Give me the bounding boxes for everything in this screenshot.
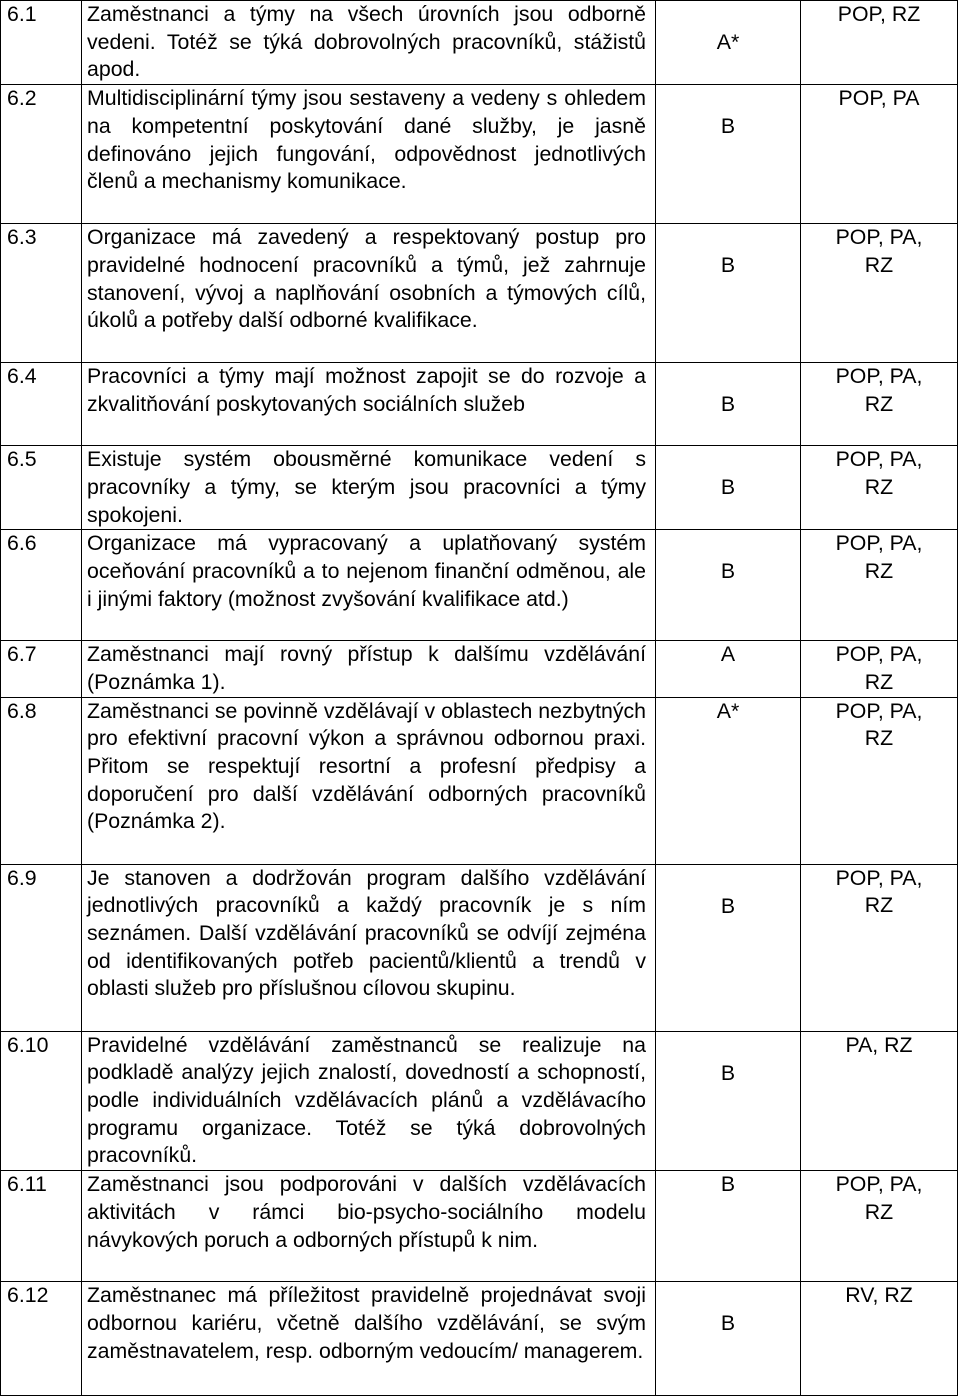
criterion-text: Organizace má zavedený a respektovaný postup pro pravidelné hodnocení pracovníků a týmů, jež zahrnuje stanovení, vývoj a naplňování osobních a týmových cílů, úkolů a potřeby další odborné kvalifikace. (82, 224, 656, 363)
table-row (1, 85, 958, 224)
criterion-text: Zaměstnanci a týmy na všech úrovních jsou odborně vedeni. Totéž se týká dobrovolných pracovníků, stážistů apod. (82, 1, 656, 85)
criterion-responsible: POP, PA, RZ (801, 224, 958, 363)
criterion-number: 6.4 (1, 363, 82, 446)
criterion-level (656, 224, 801, 363)
criterion-level-value: B (720, 1060, 736, 1085)
criterion-number: 6.2 (1, 85, 82, 224)
criterion-number: 6.12 (1, 1282, 82, 1396)
criterion-number: 6.6 (1, 530, 82, 641)
criterion-level-value: B (720, 1311, 736, 1336)
table-row (1, 1171, 958, 1282)
criterion-level-value: B (720, 559, 736, 584)
criterion-text: Multidisciplinární týmy jsou sestaveny a vedeny s ohledem na kompetentní poskytování dané služby, je jasně definováno jejich fungování, odpovědnost jednotlivých členů a mechanismy komunikace. (82, 85, 656, 224)
criterion-level-value: B (720, 114, 736, 139)
criterion-responsible: POP, PA, RZ (801, 697, 958, 864)
criterion-text: Zaměstnanec má příležitost pravidelně projednávat svoji odbornou kariéru, včetně dalšího vzdělávání, se svým zaměstnavatelem, resp. odborným vedoucím/ managerem. (82, 1282, 656, 1396)
criterion-text: Zaměstnanci jsou podporováni v dalších vzdělávacích aktivitách v rámci bio-psycho-sociálního modelu návykových poruch a odborných přístupů k nim. (82, 1171, 656, 1282)
criterion-text: Pracovníci a týmy mají možnost zapojit se do rozvoje a zkvalitňování poskytovaných sociálních služeb (82, 363, 656, 446)
criterion-level-value: A (720, 642, 736, 667)
criterion-level-value: A* (716, 30, 740, 54)
table-row (1, 1, 958, 85)
criterion-level (656, 1282, 801, 1396)
criterion-responsible: POP, PA, RZ (801, 530, 958, 641)
criterion-level-value: B (720, 253, 736, 278)
criterion-responsible: PA, RZ (801, 1031, 958, 1171)
criterion-level (656, 864, 801, 1031)
criterion-responsible: POP, PA, RZ (801, 446, 958, 530)
table-row (1, 446, 958, 530)
criterion-responsible: RV, RZ (801, 1282, 958, 1396)
criterion-level (656, 641, 801, 697)
criterion-level (656, 363, 801, 446)
criterion-level (656, 1031, 801, 1171)
criterion-number: 6.11 (1, 1171, 82, 1282)
criterion-responsible: POP, PA, RZ (801, 363, 958, 446)
criterion-responsible: POP, RZ (801, 1, 958, 85)
criterion-level (656, 1171, 801, 1282)
criterion-level-value: B (720, 893, 736, 918)
criterion-responsible: POP, PA, RZ (801, 864, 958, 1031)
criterion-number: 6.9 (1, 864, 82, 1031)
table-row (1, 530, 958, 641)
table-row (1, 864, 958, 1031)
criterion-number: 6.10 (1, 1031, 82, 1171)
criterion-level (656, 1, 801, 85)
criterion-level (656, 85, 801, 224)
criterion-level (656, 446, 801, 530)
table-row (1, 697, 958, 864)
criterion-number: 6.7 (1, 641, 82, 697)
criterion-text: Zaměstnanci mají rovný přístup k dalšímu vzdělávání (Poznámka 1). (82, 641, 656, 697)
criterion-text: Organizace má vypracovaný a uplatňovaný systém oceňování pracovníků a to nejenom finanční odměnou, ale i jinými faktory (možnost zvyšování kvalifikace atd.) (82, 530, 656, 641)
criterion-text: Pravidelné vzdělávání zaměstnanců se realizuje na podkladě analýzy jejich znalostí, dovedností a schopností, podle individuálních vzdělávacích plánů a vzdělávacího programu organizace. Totéž se týká dobrovolných pracovníků. (82, 1031, 656, 1171)
criterion-number: 6.1 (1, 1, 82, 85)
criterion-text: Je stanoven a dodržován program dalšího vzdělávání jednotlivých pracovníků a každý pracovník je s ním seznámen. Další vzdělávání pracovníků se odvíjí zejména od identifikovaných potřeb pacientů/klientů a trendů v oblasti služeb pro příslušnou cílovou skupinu. (82, 864, 656, 1031)
criterion-level-value: B (720, 475, 736, 500)
criterion-number: 6.3 (1, 224, 82, 363)
criterion-responsible: POP, PA (801, 85, 958, 224)
criterion-responsible: POP, PA, RZ (801, 641, 958, 697)
criterion-level-value: B (720, 392, 736, 417)
criterion-number: 6.8 (1, 697, 82, 864)
criterion-number: 6.5 (1, 446, 82, 530)
criterion-text: Existuje systém obousměrné komunikace vedení s pracovníky a týmy, se kterým jsou pracovníci a týmy spokojeni. (82, 446, 656, 530)
table-row (1, 1282, 958, 1396)
criterion-responsible: POP, PA, RZ (801, 1171, 958, 1282)
table-row (1, 1031, 958, 1171)
criterion-level (656, 530, 801, 641)
criterion-level (656, 697, 801, 864)
criterion-level-value: B (720, 1172, 736, 1197)
criterion-text: Zaměstnanci se povinně vzdělávají v oblastech nezbytných pro efektivní pracovní výkon a správnou odbornou praxi. Přitom se respektují resortní a profesní předpisy a doporučení pro další vzdělávání odborných pracovníků (Poznámka 2). (82, 697, 656, 864)
table-row (1, 363, 958, 446)
table-row (1, 641, 958, 697)
table-row (1, 224, 958, 363)
criterion-level-value: A* (716, 698, 740, 723)
